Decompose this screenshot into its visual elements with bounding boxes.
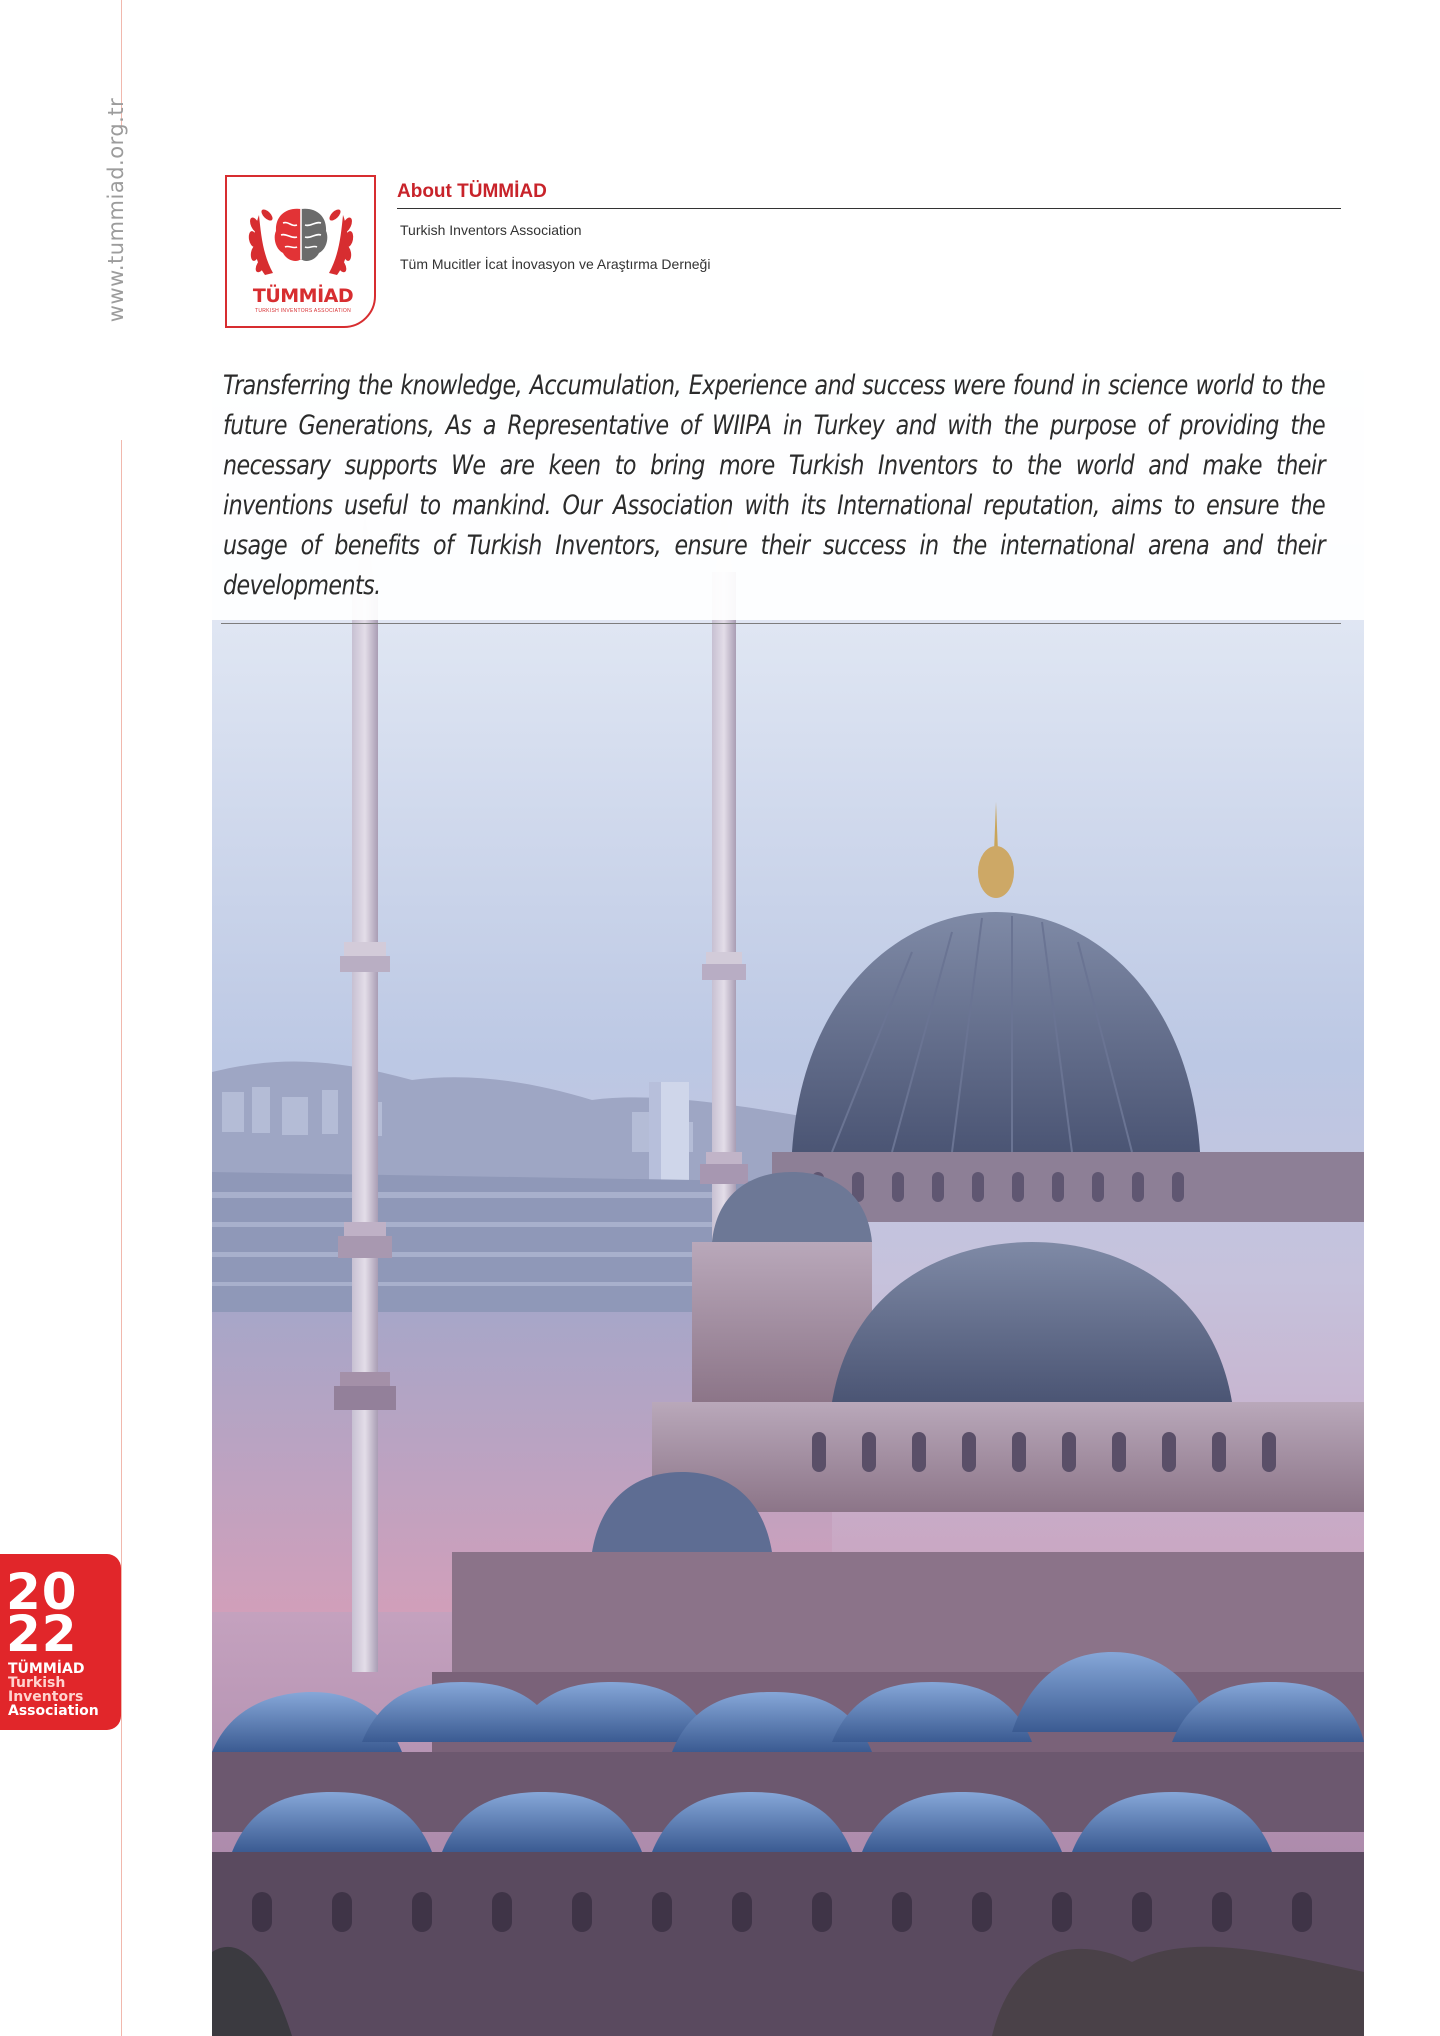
logo-tagline: TURKISH INVENTORS ASSOCIATION <box>254 308 352 314</box>
year-bottom: 22 <box>6 1605 78 1663</box>
badge-line: TÜMMİAD <box>8 1661 85 1677</box>
year-top: 20 <box>6 1563 78 1621</box>
tummiad-logo <box>225 175 376 328</box>
badge-line: Inventors <box>8 1689 84 1705</box>
badge-brand <box>8 1662 99 1718</box>
year-badge <box>0 1554 121 1730</box>
badge-line: Association <box>8 1703 99 1719</box>
year-number <box>6 1563 78 1663</box>
subtitle-english: Turkish Inventors Association <box>400 222 582 238</box>
intro-divider <box>221 623 1341 624</box>
badge-line: Turkish <box>8 1675 66 1691</box>
title-divider <box>397 208 1341 209</box>
subtitle-turkish: Tüm Mucitler İcat İnovasyon ve Araştırma Derneği <box>400 256 711 272</box>
section-title: About TÜMMİAD <box>397 181 547 202</box>
logo-name: TÜMMİAD <box>252 285 354 307</box>
intro-paragraph: Transferring the knowledge, Accumulation, Experience and success were found in science world to the future Generations, As a Representative of WIIPA in Turkey and with the purpose of providing the necessary supports We are keen to bring more Turkish Inventors to the world and make their inventions useful to mankind. Our Association with its International reputation, aims to ensure the usage of benefits of Turkish Inventors, ensure their success in the international arena and their developments. <box>223 370 1326 601</box>
laurel-brain-icon <box>245 187 357 287</box>
website-url-text: www.tummiad.org.tr <box>104 97 128 323</box>
